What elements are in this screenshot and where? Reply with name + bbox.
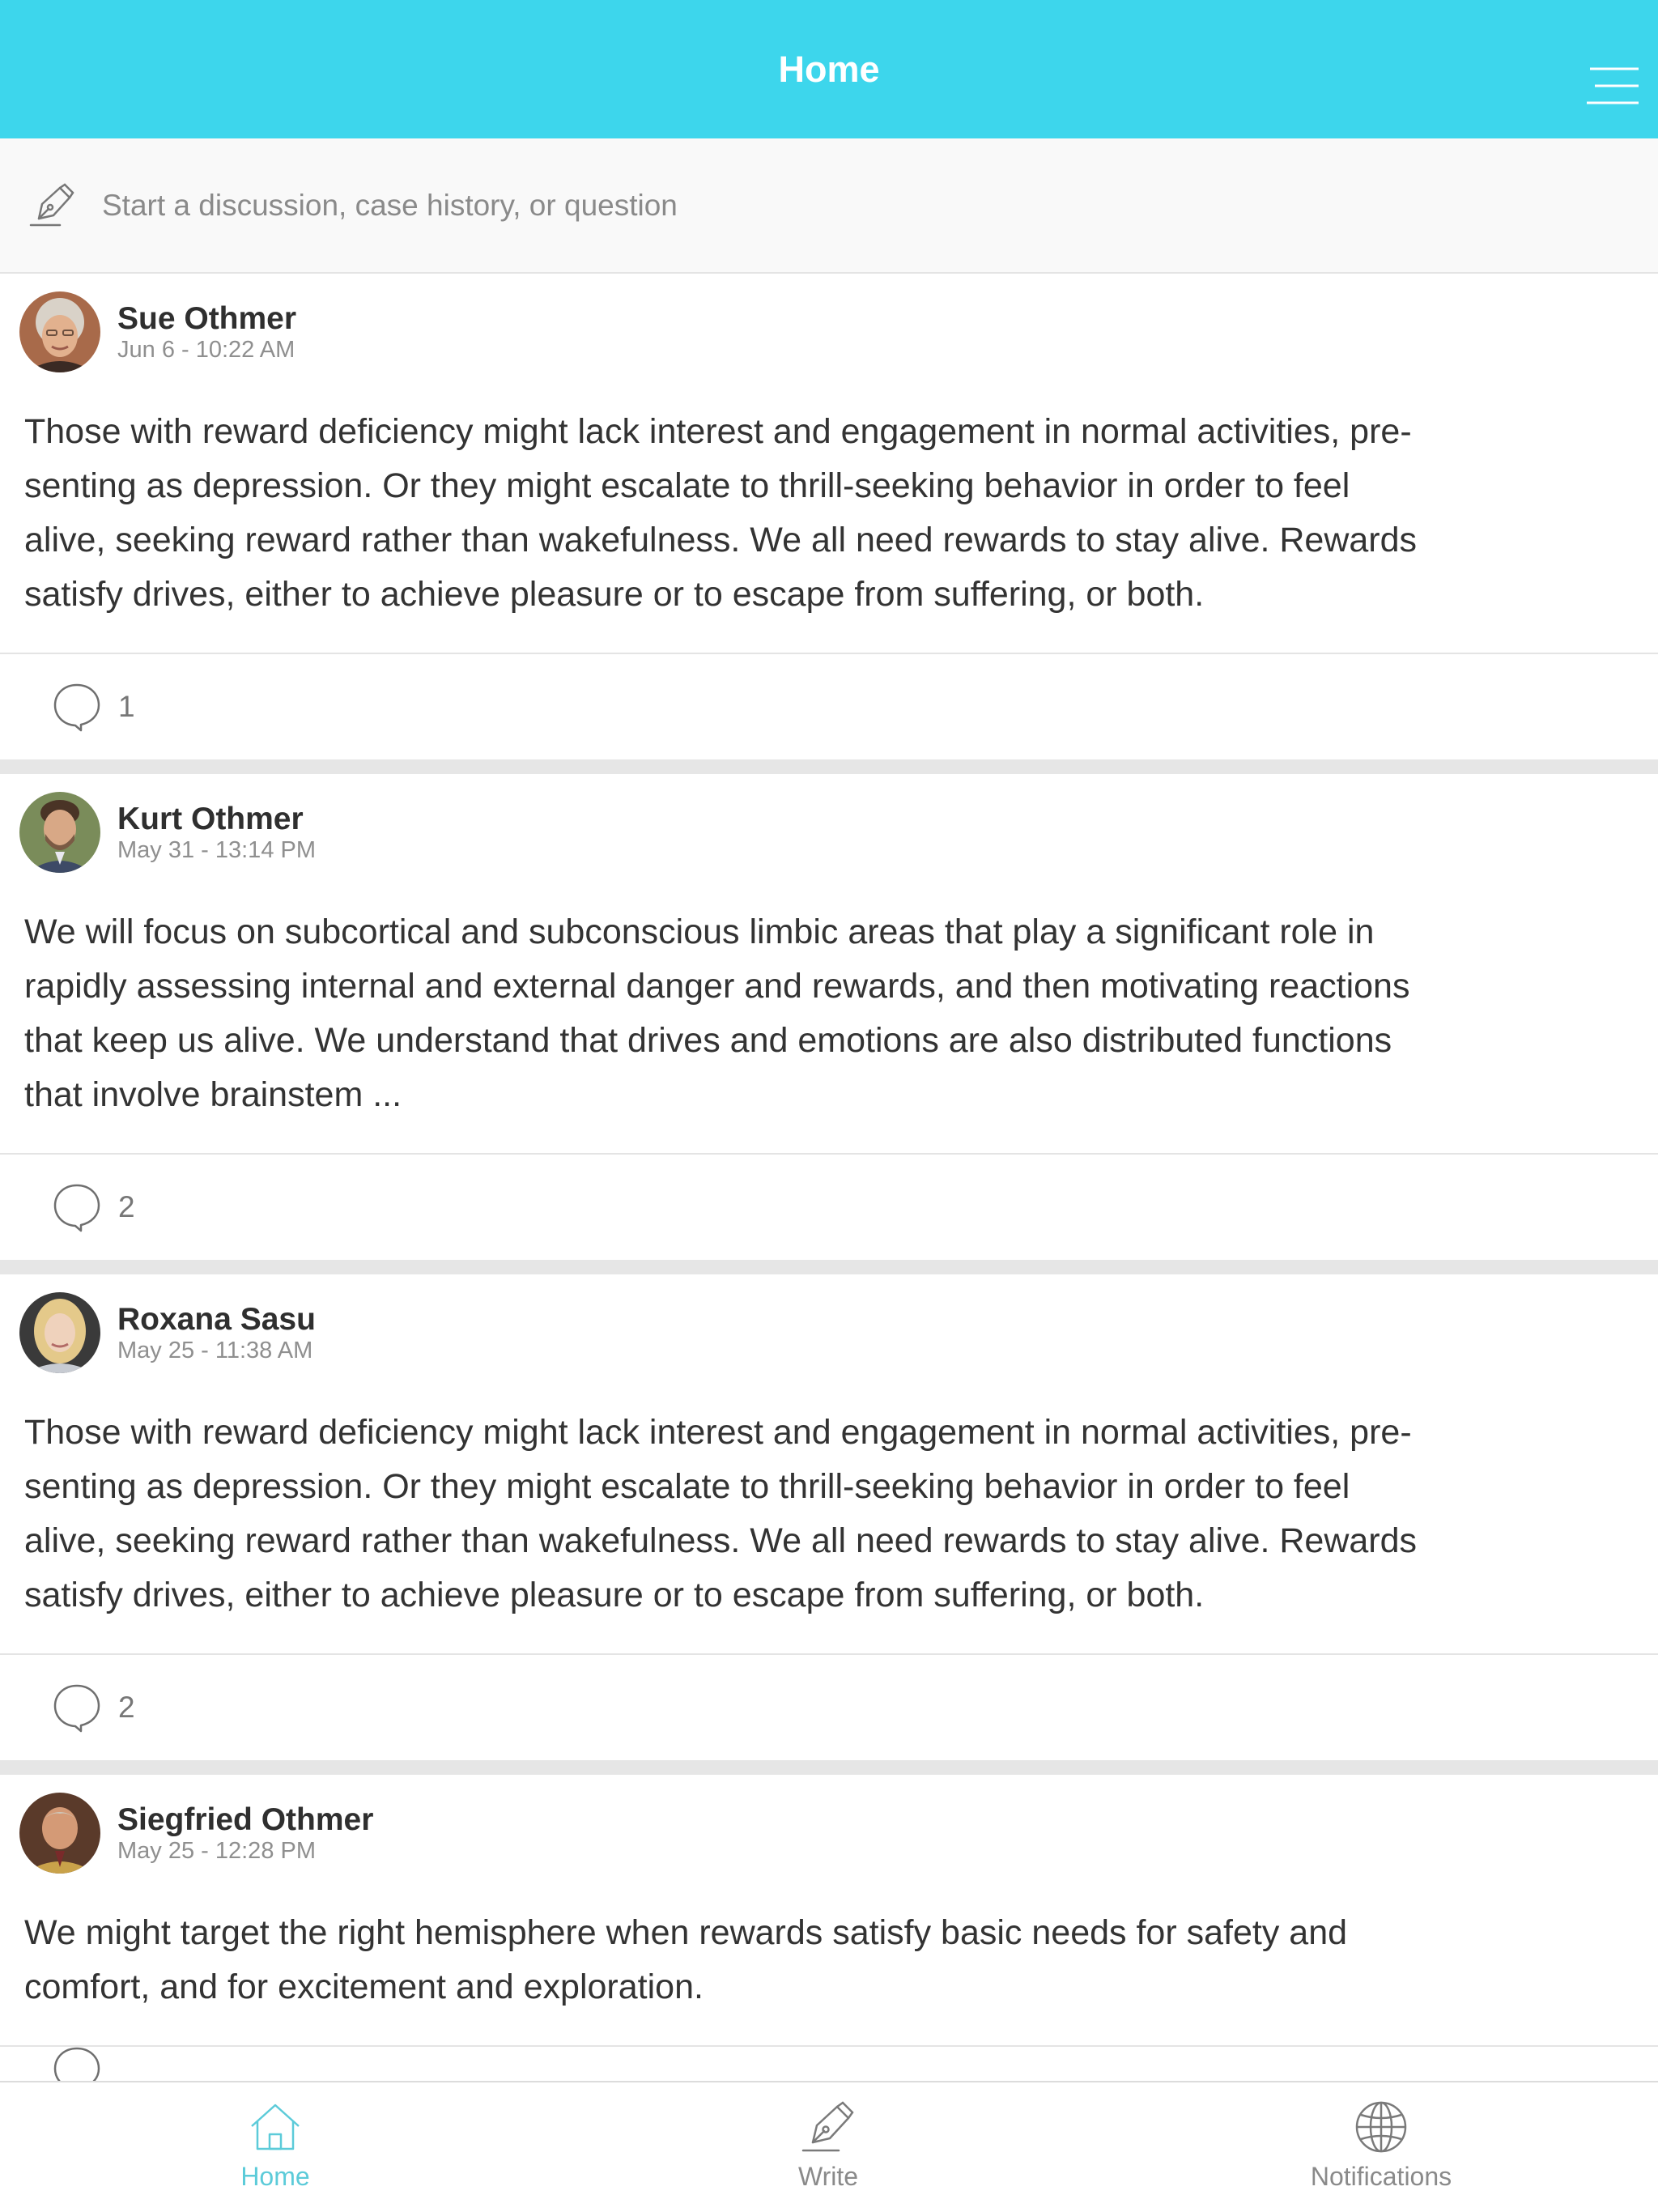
pen-icon: [800, 2099, 857, 2155]
author-name[interactable]: Sue Othmer: [117, 301, 297, 336]
home-icon: [247, 2099, 304, 2155]
comments-button[interactable]: [52, 682, 135, 732]
post-separator: [0, 759, 1658, 774]
avatar[interactable]: [19, 291, 100, 372]
post-date: May 25 - 12:28 PM: [117, 1838, 316, 1864]
comments-button[interactable]: [52, 1682, 135, 1733]
tab-home[interactable]: [154, 2082, 397, 2212]
feed-post[interactable]: [0, 1274, 1658, 1760]
comment-count: 1: [118, 690, 135, 723]
post-header: [0, 1775, 1658, 1882]
post-date: May 25 - 11:38 AM: [117, 1338, 313, 1363]
post-body[interactable]: Those with reward deficiency might lack interest and engagement in normal activities, pre- senting as depression. Or they might escalate to thrill-seeking behavior in order to feel alive, seeking reward rather than wakefulness. We all need rewards to stay alive. Rewards satisfy drives, either to achieve pleasure or to escape from suffering, or both.: [24, 412, 1418, 614]
post-footer: [0, 1653, 1658, 1760]
avatar[interactable]: [19, 1793, 100, 1874]
avatar[interactable]: [19, 792, 100, 873]
feed-post[interactable]: [0, 274, 1658, 759]
comment-bubble-icon: [52, 1182, 102, 1232]
feed-post[interactable]: [0, 1775, 1658, 2081]
page-title: Home: [778, 48, 880, 90]
avatar[interactable]: [19, 1292, 100, 1373]
top-nav-bar: [0, 0, 1658, 138]
feed-post[interactable]: [0, 774, 1658, 1260]
post-separator: [0, 1760, 1658, 1775]
compose-placeholder[interactable]: Start a discussion, case history, or question: [102, 188, 678, 222]
pen-icon: [28, 181, 76, 230]
tab-notifications-label: Notifications: [1310, 2162, 1452, 2191]
tab-write-label: Write: [797, 2162, 859, 2191]
post-separator: [0, 1260, 1658, 1274]
tab-home-label: Home: [240, 2162, 310, 2191]
author-name[interactable]: Siegfried Othmer: [117, 1802, 374, 1837]
author-name[interactable]: Kurt Othmer: [117, 802, 304, 836]
comment-count: 2: [118, 1190, 135, 1223]
post-header: [0, 1274, 1658, 1381]
comments-button[interactable]: [52, 1182, 135, 1232]
comment-bubble-icon: [52, 1682, 102, 1733]
post-body[interactable]: Those with reward deficiency might lack interest and engagement in normal activities, pre- senting as depression. Or they might escalate to thrill-seeking behavior in order to feel alive, seeking reward rather than wakefulness. We all need rewards to stay alive. Rewards satisfy drives, either to achieve pleasure or to escape from suffering, or both.: [24, 1413, 1418, 1614]
bottom-tab-bar: [0, 2081, 1658, 2212]
tab-write[interactable]: [707, 2082, 950, 2212]
post-body[interactable]: We might target the right hemisphere when rewards satisfy basic needs for safety and comfort, and for excitement and exploration.: [24, 1913, 1348, 2006]
post-date: May 31 - 13:14 PM: [117, 837, 316, 863]
hamburger-menu-icon: [1585, 66, 1639, 105]
post-footer: [0, 2045, 1658, 2081]
comments-button[interactable]: [52, 2045, 102, 2081]
post-footer: [0, 1153, 1658, 1260]
globe-icon: [1353, 2099, 1409, 2155]
compose-bar[interactable]: [0, 138, 1658, 274]
post-footer: [0, 653, 1658, 759]
post-date: Jun 6 - 10:22 AM: [117, 337, 295, 363]
comment-bubble-icon: [52, 2045, 102, 2081]
author-name[interactable]: Roxana Sasu: [117, 1302, 316, 1337]
post-header: [0, 774, 1658, 881]
post-header: [0, 274, 1658, 381]
post-body[interactable]: We will focus on subcortical and subconscious limbic areas that play a significant role in rapidly assessing internal and external danger and rewards, and then motivating reactions that keep us alive. We understand that drives and emotions are also distributed functions that involve brainstem ...: [24, 912, 1410, 1114]
menu-button[interactable]: [1585, 66, 1639, 105]
comment-bubble-icon: [52, 682, 102, 732]
comment-count: 2: [118, 1691, 135, 1724]
feed-list: [0, 274, 1658, 2081]
tab-notifications[interactable]: [1260, 2082, 1503, 2212]
